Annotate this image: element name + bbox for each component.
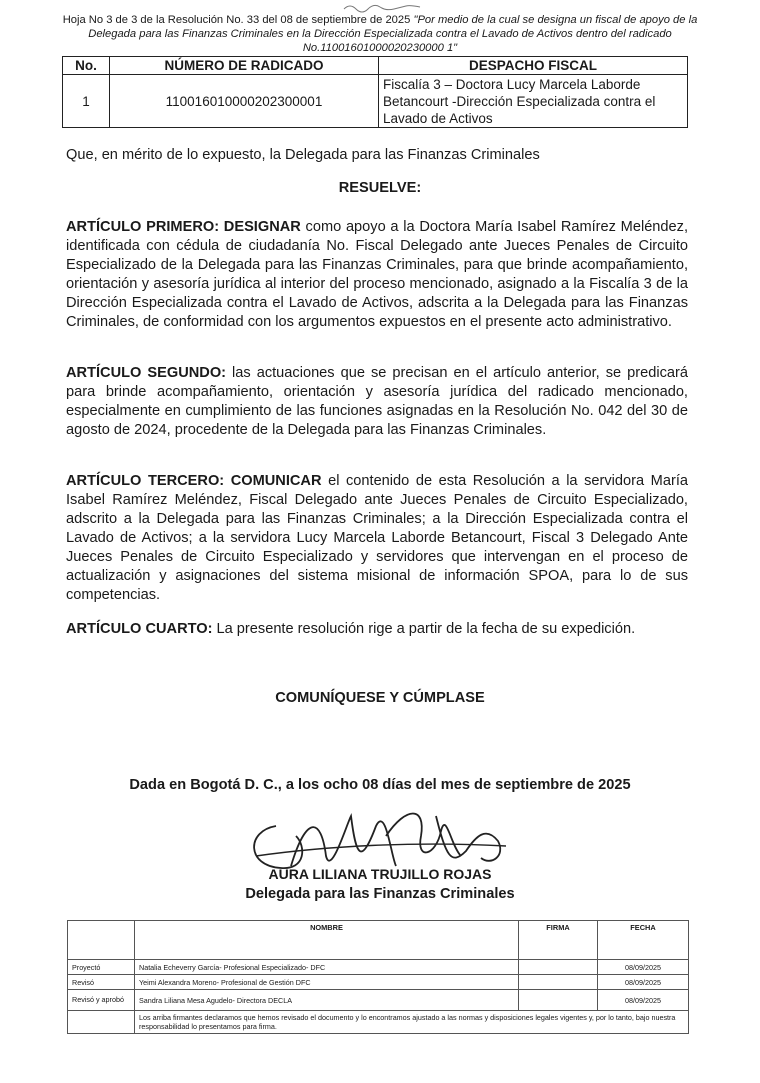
rev-col-fecha: FECHA bbox=[598, 921, 689, 960]
article-4 bbox=[66, 620, 688, 639]
article-3-text: el contenido de esta Resolución a la servidora María Isabel Ramírez Meléndez, Fiscal Delegado ante Jueces Penales de Circuito Especializado, adscrito a la Delegada para las Finanzas Criminales; a la Dirección Especializada contra el Lavado de Activos; a la servidora Lucy Marcela Laborde Betancourt, Fiscal 3 Delegado Ante Jueces Penales de Circuito Especializado y servidores que intervengan en el proceso de actualización y asignaciones del sistema misional de información SPOA, para lo de sus competencias. bbox=[66, 473, 688, 603]
resuelve-heading: RESUELVE: bbox=[338, 180, 422, 196]
header-quote: "Por medio de la cual se designa un fiscal de apoyo de la Delegada para las Finanzas Criminales en la Dirección Especializada contra el Lavado de Activos dentro del radicado No.11001601000020230000 1" bbox=[88, 14, 698, 54]
table-row bbox=[68, 990, 689, 1011]
table-row bbox=[63, 75, 688, 128]
header-prefix: Hoja No 3 de 3 de la Resolución No. 33 del 08 de septiembre de 2025 bbox=[62, 14, 414, 26]
rev-role: Proyectó bbox=[68, 960, 135, 975]
radicado-table bbox=[62, 56, 688, 128]
review-table bbox=[67, 920, 689, 1034]
article-2-lead: ARTÍCULO SEGUNDO: bbox=[66, 365, 227, 381]
handwritten-mark bbox=[340, 0, 440, 14]
article-1 bbox=[66, 218, 688, 332]
rev-name: Sandra Liliana Mesa Agudelo- Directora DECLA bbox=[135, 990, 519, 1011]
article-2-text: las actuaciones que se precisan en el artículo anterior, se predicará para brinde acompañamiento, orientación y asesoría jurídica del radicado mencionado, especialmente en cumplimiento de las funciones asignadas en la Resolución No. 042 del 30 de agosto de 2024, procedente de la Delegada para las Finanzas Criminales. bbox=[66, 365, 688, 438]
table-row bbox=[68, 1011, 689, 1034]
rev-firma bbox=[519, 990, 598, 1011]
article-1-text: como apoyo a la Doctora María Isabel Ramírez Meléndez, identificada con cédula de ciudadanía No. Fiscal Delegado ante Jueces Penales de Circuito Especializado de la Delegada para las Finanzas Criminales, para que brinde acompañamiento, orientación y asesoría jurídica al interior del proceso mencionado, asignado a la Fiscalía 3 de la Dirección Especializada contra el Lavado de Activos, adscrita a la Delegada para las Finanzas Criminales, de conformidad con los argumentos expuestos en el presente acto administrativo. bbox=[66, 219, 689, 330]
rev-col-firma: FIRMA bbox=[519, 921, 598, 960]
article-1-lead: ARTÍCULO PRIMERO: DESIGNAR bbox=[66, 219, 301, 235]
table-row bbox=[68, 975, 689, 990]
closing-heading: COMUNÍQUESE Y CÚMPLASE bbox=[275, 690, 485, 706]
dada-line: Dada en Bogotá D. C., a los ocho 08 días del mes de septiembre de 2025 bbox=[129, 777, 631, 793]
rev-role: Revisó y aprobó bbox=[68, 990, 135, 1011]
rev-firma bbox=[519, 960, 598, 975]
rev-role: Revisó bbox=[68, 975, 135, 990]
page-header bbox=[62, 13, 698, 55]
rev-note: Los arriba firmantes declaramos que hemos revisado el documento y lo encontramos ajustado a las normas y disposiciones legales vigentes y, por lo tanto, bajo nuestra responsabilidad lo presentamos para firma. bbox=[135, 1011, 689, 1034]
rev-date: 08/09/2025 bbox=[598, 975, 689, 990]
cell-radicado: 110016010000202300001 bbox=[110, 75, 379, 128]
signer-name: AURA LILIANA TRUJILLO ROJAS bbox=[268, 866, 492, 882]
article-4-lead: ARTÍCULO CUARTO: bbox=[66, 621, 213, 637]
table-row bbox=[68, 960, 689, 975]
rev-date: 08/09/2025 bbox=[598, 990, 689, 1011]
col-despacho: DESPACHO FISCAL bbox=[379, 57, 688, 75]
cell-despacho: Fiscalía 3 – Doctora Lucy Marcela Laborde Betancourt -Dirección Especializada contra el Lavado de Activos bbox=[379, 75, 688, 128]
article-2 bbox=[66, 364, 688, 440]
article-4-text: La presente resolución rige a partir de la fecha de su expedición. bbox=[212, 621, 636, 637]
rev-firma bbox=[519, 975, 598, 990]
signer-role: Delegada para las Finanzas Criminales bbox=[245, 886, 515, 902]
article-3 bbox=[66, 472, 688, 605]
intro-paragraph: Que, en mérito de lo expuesto, la Delegada para las Finanzas Criminales bbox=[66, 147, 540, 163]
rev-name: Yeimi Alexandra Moreno- Profesional de Gestión DFC bbox=[135, 975, 519, 990]
rev-col-blank bbox=[68, 921, 135, 960]
article-3-lead: ARTÍCULO TERCERO: COMUNICAR bbox=[66, 473, 322, 489]
col-no: No. bbox=[63, 57, 110, 75]
rev-name: Natalia Echeverry García- Profesional Especializado- DFC bbox=[135, 960, 519, 975]
rev-col-nombre: NOMBRE bbox=[135, 921, 519, 960]
cell-no: 1 bbox=[63, 75, 110, 128]
col-radicado: NÚMERO DE RADICADO bbox=[110, 57, 379, 75]
rev-blank bbox=[68, 1011, 135, 1034]
rev-date: 08/09/2025 bbox=[598, 960, 689, 975]
